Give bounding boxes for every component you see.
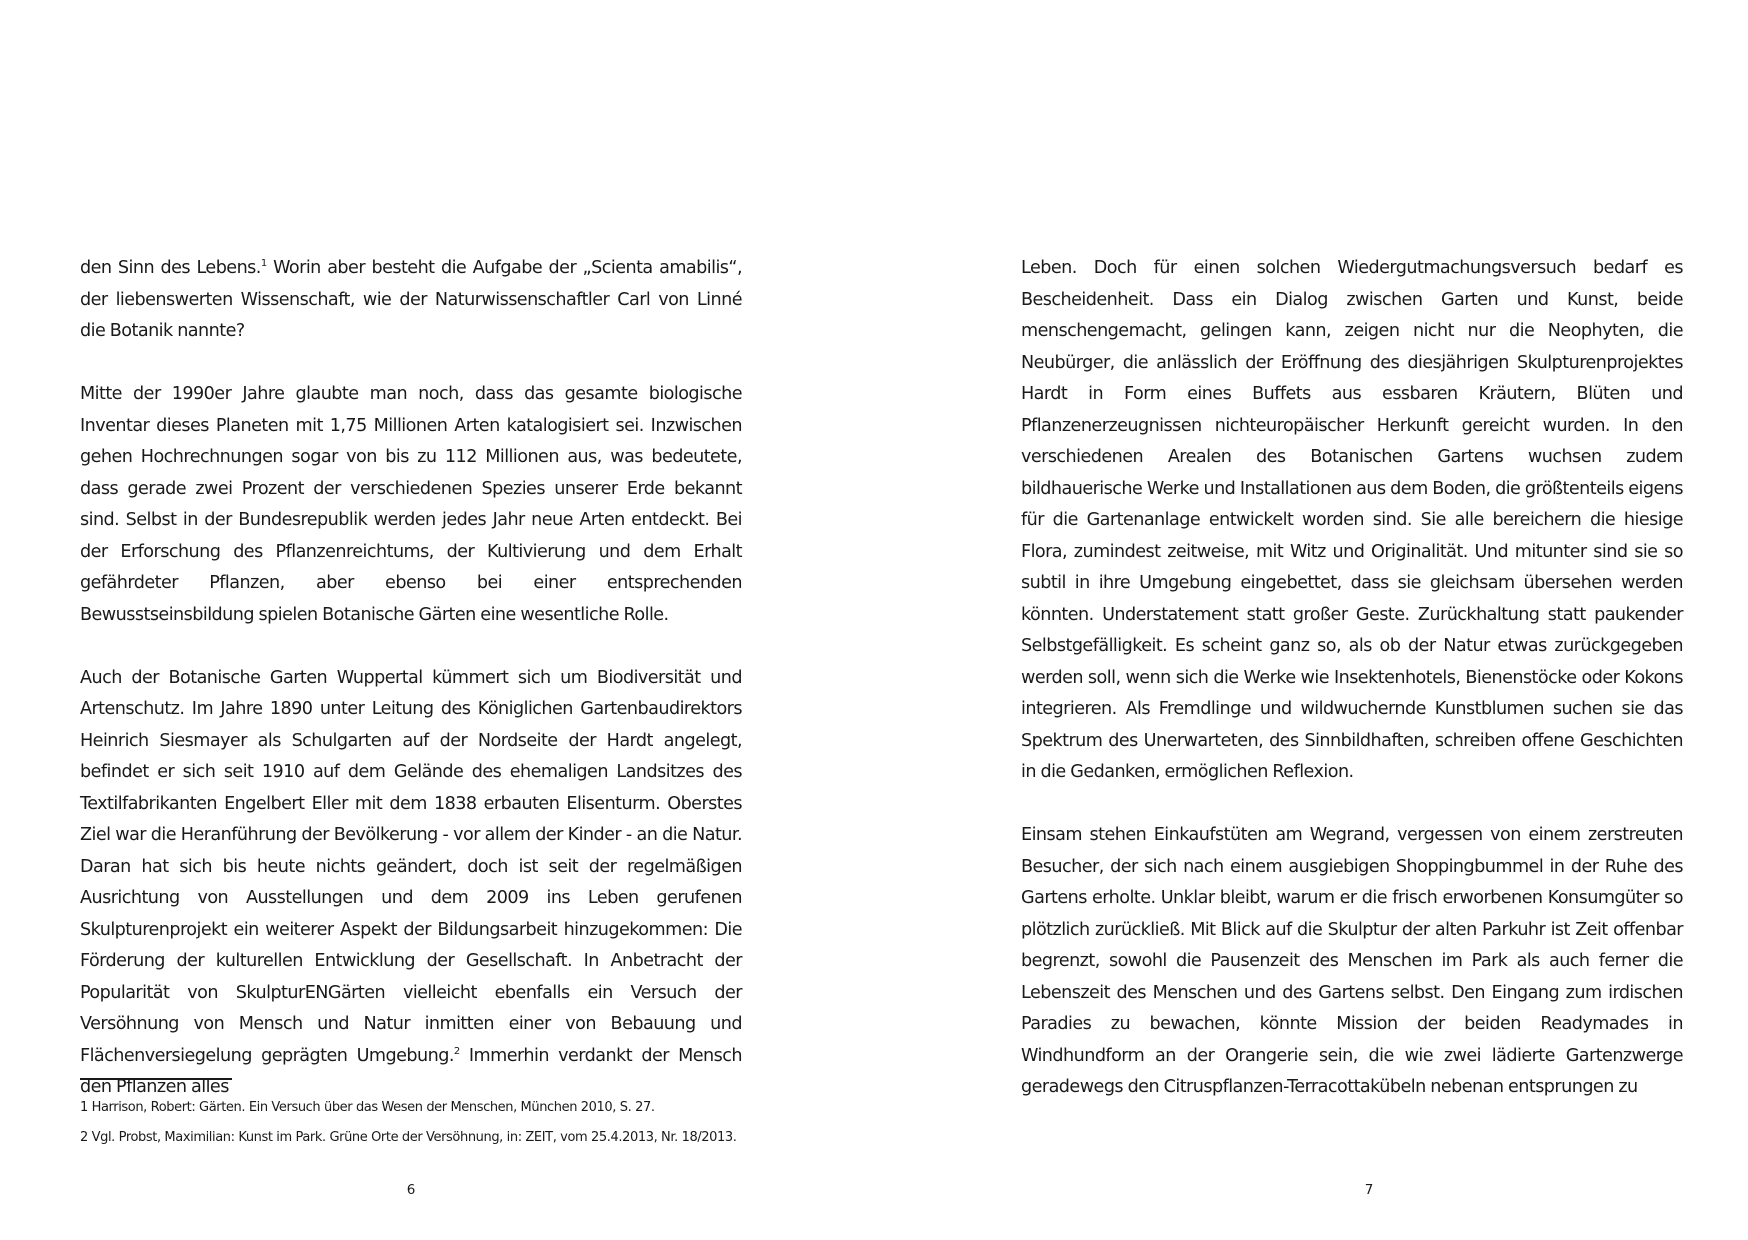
footnotes — [80, 1093, 780, 1153]
paragraph-text: Worin aber besteht die Aufgabe der „Scienta amabilis“, der liebenswerten Wissenschaft, wie der Naturwissenschaftler Carl von Linné die Botanik nannte? — [80, 258, 743, 341]
footnote-divider — [80, 1078, 232, 1080]
paragraph — [80, 253, 742, 348]
footnote-ref: 2 — [453, 1045, 460, 1057]
paragraph: Leben. Doch für einen solchen Wiedergutmachungsversuch bedarf es Bescheidenheit. Dass ein Dialog zwischen Garten und Kunst, beide menschengemacht, gelingen kann, zeigen nicht nur die Neophyten, die Neubürger, die anlässlich der Eröffnung des diesjährigen Skulpturenprojektes Hardt in Form eines Buffets aus essbaren Kräutern, Blüten und Pflanzenerzeugnissen nichteuropäischer Herkunft gereicht wurden. In den verschiedenen Arealen des Botanischen Gartens wuchsen zudem bildhauerische Werke und Installationen aus dem Boden, die größtenteils eigens für die Gartenanlage entwickelt worden sind. Sie alle bereichern die hiesige Flora, zumindest zeitweise, mit Witz und Originalität. Und mitunter sind sie so subtil in ihre Umgebung eingebettet, dass sie gleichsam übersehen werden könnten. Understatement statt großer Geste. Zurückhaltung statt paukender Selbstgefälligkeit. Es scheint ganz so, als ob der Natur etwas zurückgegeben werden soll, wenn sich die Werke wie Insektenhotels, Bienenstöcke oder Kokons integrieren. Als Fremdlinge und wildwuchernde Kunstblumen suchen sie das Spektrum des Unerwarteten, des Sinnbildhaften, schreiben offene Geschichten in die Gedanken, ermöglichen Reflexion. — [1021, 258, 1683, 782]
footnote-2: 2 Vgl. Probst, Maximilian: Kunst im Park. Grüne Orte der Versöhnung, in: ZEIT, vom 25.4.2013, Nr. 18/2013. — [80, 1130, 737, 1145]
paragraph-text: Auch der Botanische Garten Wuppertal kümmert sich um Biodiversität und Artenschutz. Im Jahre 1890 unter Leitung des Königlichen Gartenbaudirektors Heinrich Siesmayer als Schulgarten auf der Nordseite der Hardt angelegt, befindet er sich seit 1910 auf dem Gelände des ehemaligen Landsitzes des Textilfabrikanten Engelbert Eller mit dem 1838 erbauten Elisenturm. Oberstes Ziel war die Heranführung der Bevölkerung - vor allem der Kinder - an die Natur. Daran hat sich bis heute nichts geändert, doch ist seit der regelmäßigen Ausrichtung von Ausstellungen und dem 2009 ins Leben gerufenen Skulpturenprojekt ein weiterer Aspekt der Bildungsarbeit hinzugekommen: Die Förderung der kulturellen Entwicklung der Gesellschaft. In Anbetracht der Popularität von SkulpturENGärten vielleicht ebenfalls ein Versuch der Versöhnung von Mensch und Natur inmitten einer von Bebauung und Flächenversiegelung geprägten Umgebung. — [80, 667, 742, 1066]
right-page — [874, 0, 1748, 1240]
page-number: 6 — [406, 1182, 416, 1198]
footnote-1: 1 Harrison, Robert: Gärten. Ein Versuch über das Wesen der Menschen, München 2010, S. 27. — [80, 1100, 655, 1115]
paragraph-text: Immerhin verdankt der Mensch den Pflanzen alles — [80, 1045, 742, 1097]
paragraph — [80, 663, 742, 1104]
page-number: 7 — [1364, 1182, 1374, 1198]
paragraph: Mitte der 1990er Jahre glaubte man noch, dass das gesamte biologische Inventar dieses Planeten mit 1,75 Millionen Arten katalogisiert sei. Inzwischen gehen Hochrechnungen sogar von bis zu 112 Millionen aus, was bedeutete, dass gerade zwei Prozent der verschiedenen Spezies unserer Erde bekannt sind. Selbst in der Bundesrepublik werden jedes Jahr neue Arten entdeckt. Bei der Erforschung des Pflanzenreichtums, der Kultivierung und dem Erhalt gefährdeter Pflanzen, aber ebenso bei einer entsprechenden Bewusstseinsbildung spielen Botanische Gärten eine wesentliche Rolle. — [80, 384, 742, 625]
footnote-ref: 1 — [260, 258, 267, 270]
paragraph-text: den Sinn des Lebens. — [80, 258, 261, 278]
right-page-body — [1021, 253, 1683, 1104]
left-page-body — [80, 253, 742, 1104]
paragraph: Einsam stehen Einkaufstüten am Wegrand, vergessen von einem zerstreuten Besucher, der sich nach einem ausgiebigen Shoppingbummel in der Ruhe des Gartens erholte. Unklar bleibt, warum er die frisch erworbenen Konsumgüter so plötzlich zurückließ. Mit Blick auf die Skulptur der alten Parkuhr ist Zeit offenbar begrenzt, sowohl die Pausenzeit des Menschen im Park als auch ferner die Lebenszeit des Menschen und des Gartens selbst. Den Eingang zum irdischen Paradies zu bewachen, könnte Mission der beiden Readymades in Windhundform an der Orangerie sein, die wie zwei lädierte Gartenzwerge geradewegs den Citruspflanzen-Terracottakübeln nebenan entsprungen zu — [1021, 825, 1683, 1097]
